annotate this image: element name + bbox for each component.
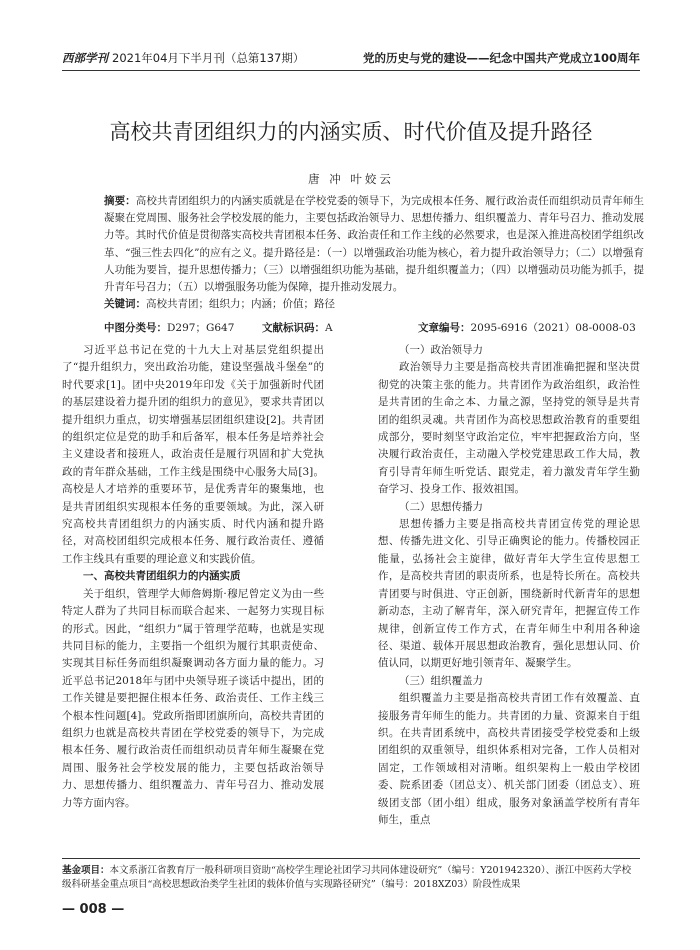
subsection-heading	[378, 499, 640, 516]
doc-code-value: A	[325, 322, 333, 334]
footnote-text: 本文系浙江省教育厅一般科研项目资助“高校学生理论社团学习共同体建设研究”（编号：Y201942320）、浙江中医药大学校级科研基金重点项目“高校思想政治类学生社团的载体价值与实现路径研究”（编号：2018XZ03）阶段性成果	[62, 865, 632, 890]
subsection-heading-text: （二）思想传播力	[399, 500, 483, 513]
clc-number	[104, 320, 234, 335]
footnote	[62, 864, 640, 892]
header-rule	[62, 70, 640, 71]
article-number	[418, 320, 636, 335]
article-title: 高校共青团组织力的内涵实质、时代价值及提升路径	[109, 120, 593, 144]
article-no-value: 2095-6916（2021）08-0008-03	[470, 322, 636, 334]
authors: 唐 冲 叶姣云	[308, 172, 394, 186]
subsection-heading-text: （三）组织覆盖力	[399, 674, 483, 687]
body-paragraph: 政治领导力主要是指高校共青团准确把握和坚决贯彻党的决策主张的能力。共青团作为政治组织，政治性是共青团的生命之本、力量之源，坚持党的领导是共青团的组织灵魂。共青团作为高校思想政治教育的重要组成部分，要时刻坚守政治定位，牢牢把握政治方向，坚决履行政治责任，主动融入学校党建思政工作大局，教育引导青年师生听党话、跟党走，着力激发青年学生勤奋学习、投身工作、报效祖国。	[378, 361, 640, 496]
header-left	[62, 50, 304, 66]
abstract-label: 摘要：	[104, 195, 136, 207]
page-number: — 008 —	[62, 902, 125, 917]
abstract-text: 高校共青团组织力的内涵实质就是在学校党委的领导下，为完成根本任务、履行政治责任而组织动员青年师生凝聚在党周围、服务社会学校发展的能力，主要包括政治领导力、思想传播力、组织覆盖力、青年号召力、推动发展力等。其时代价值是贯彻落实高校共青团根本任务、政治责任和工作主线的必然要求，也是深入推进高校团学组织改革、“强三性去四化”的应有之义。提升路径是：（一）以增强政治功能为核心，着力提升政治领导力；（二）以增强育人功能为要旨，提升思想传播力；（三）以增强组织功能为基础，提升组织覆盖力；（四）以增强动员功能为抓手，提升青年号召力；（五）以增强服务功能为保障，提升推动发展力。	[104, 195, 645, 294]
right-column	[378, 342, 640, 829]
page-header	[62, 48, 640, 68]
doc-code-label: 文献标识码：	[262, 322, 325, 334]
keywords-text: 高校共青团；组织力；内涵；价值；路径	[146, 298, 335, 311]
intro-paragraph: 习近平总书记在党的十九大上对基层党组织提出了“提升组织力，突出政治功能，建设坚强战斗堡垒”的时代要求[1]。团中央2019年印发《关于加强新时代团的基层建设着力提升团的组织力的意见》，要求共青团以提升组织力重点，切实增强基层团组织建设[2]。共青团的组织定位是党的助手和后备军，根本任务是培养社会主义建设者和接班人，政治责任是履行巩固和扩大党执政的青年群众基础，工作主线是围绕中心服务大局[3]。高校是人才培养的重要环节，是优秀青年的聚集地，也是共青团组织实现根本任务的重要领域。为此，深入研究高校共青团组织力的内涵实质、时代内涵和提升路径，对高校团组织完成根本任务、履行政治责任、遵循工作主线具有重要的理论意义和实践价值。	[62, 344, 324, 565]
article-no-label: 文章编号：	[418, 322, 471, 334]
footnote-label: 基金项目：	[62, 865, 110, 876]
issue-info: 2021年04月下半月刊（总第137期）	[112, 51, 305, 65]
left-column	[62, 342, 324, 812]
section-heading: 一、高校共青团组织力的内涵实质	[83, 570, 241, 583]
keywords-label: 关键词：	[104, 298, 146, 311]
body-paragraph: 思想传播力主要是指高校共青团宣传党的理论思想、传播先进文化、引导正确舆论的能力。传播校园正能量，弘扬社会主旋律，做好青年大学生宣传思想工作，是高校共青团的职责所系，也是特长所在。高校共青团要与时俱进、守正创新，围绕新时代新青年的思想新动态，主动了解青年，深入研究青年，把握宣传工作规律，创新宣传工作方式，在青年师生中利用各种途径、渠道、载体开展思想政治教育，强化思想认同、价值认同，以期更好地引领青年、凝聚学生。	[378, 518, 640, 670]
document-code	[262, 320, 333, 335]
clc-label: 中图分类号：	[104, 322, 167, 334]
subsection-heading	[378, 673, 640, 690]
abstract	[104, 193, 644, 313]
subsection-heading-text: （一）政治领导力	[399, 344, 483, 356]
clc-value: D297；G647	[167, 322, 235, 334]
body-paragraph: 组织覆盖力主要是指高校共青团工作有效覆盖、直接服务青年师生的能力。共青团的力量、资源来自于组织。在共青团系统中，高校共青团接受学校党委和上级团组织的双重领导，组织体系相对完备，工作人员相对固定，工作领域相对清晰。组织架构上一般由学校团委、院系团委（团总支）、机关部门团委（团总支）、班级团支部（团小组）组成，服务对象涵盖学校所有青年师生，重点	[378, 692, 640, 826]
subsection-heading	[378, 342, 640, 359]
body-paragraph: 关于组织，管理学大师詹姆斯·穆尼曾定义为由一些特定人群为了共同目标而联合起来、一起努力实现目标的形式。因此，“组织力”属于管理学范畴，也就是实现共同目标的能力，主要指一个组织为履行其职责使命、实现其目标任务而组织凝聚调动各方面力量的能力。习近平总书记2018年与团中央领导班子谈话中提出，团的工作关键是要把握住根本任务、政治责任、工作主线三个根本性问题[4]。党政所指即团旗所向，高校共青团的组织力也就是高校共青团在学校党委的领导下，为完成根本任务、履行政治责任而组织动员青年师生凝聚在党周围、服务社会学校发展的能力，主要包括政治领导力、思想传播力、组织覆盖力、青年号召力、推动发展力等方面内容。	[62, 587, 324, 809]
section-title: 党的历史与党的建设——纪念中国共产党成立100周年	[362, 51, 640, 65]
journal-name: 西部学刊	[62, 51, 108, 65]
footnote-rule	[62, 858, 640, 859]
